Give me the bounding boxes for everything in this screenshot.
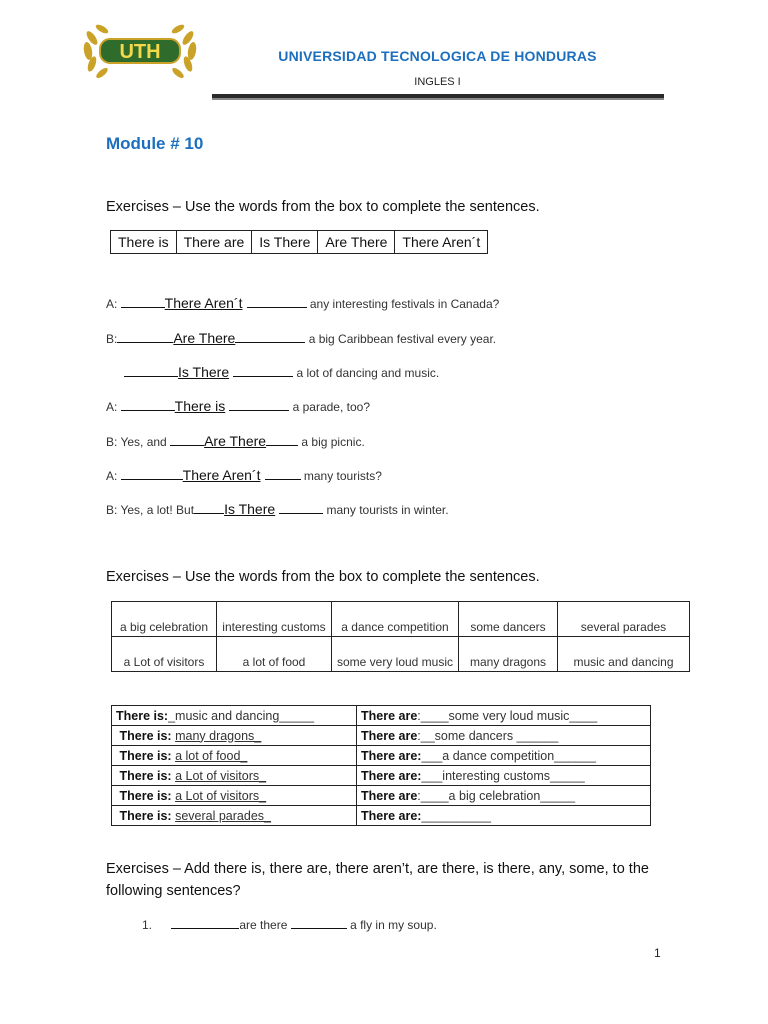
table-row: There is:_music and dancing_____ There are:____some very loud music____ <box>112 706 651 726</box>
exercise-line: Is There a lot of dancing and music. <box>124 364 439 380</box>
word-box-cell: a dance competition <box>332 602 459 637</box>
exercise-line: A: There Aren´t many tourists? <box>106 467 382 483</box>
word-box-cell: There Aren´t <box>395 231 488 254</box>
exercise-line: A: There is a parade, too? <box>106 398 370 414</box>
answer: Are There <box>204 433 267 449</box>
exercise-line: B: Yes, a lot! But Is There many tourists in winter. <box>106 501 449 517</box>
module-title: Module # 10 <box>106 134 204 153</box>
exercise-line: A: There Aren´t any interesting festivals in Canada? <box>106 295 500 311</box>
section2-heading: Exercises – Use the words from the box to complete the sentences. <box>106 569 540 585</box>
section3-heading: Exercises – Add there is, there are, there aren’t, are there, is there, any, some, to the following sentences? <box>106 861 649 899</box>
table-row: There is: several parades_ There are:__________ <box>112 806 651 826</box>
word-box-cell: many dragons <box>459 637 558 672</box>
exercise-line: B: Yes, and Are There a big picnic. <box>106 433 365 449</box>
word-box-cell: Is There <box>252 231 318 254</box>
word-box-cell: There are <box>176 231 252 254</box>
answer: are there <box>239 918 288 932</box>
header-rule <box>212 94 664 100</box>
word-box-cell: several parades <box>558 602 690 637</box>
word-box-cell: a big celebration <box>112 602 217 637</box>
table-row: There is: a Lot of visitors_ There are:___interesting customs_____ <box>112 766 651 786</box>
word-box-cell: interesting customs <box>217 602 332 637</box>
word-box-cell: some dancers <box>459 602 558 637</box>
list-item: 1. are there a fly in my soup. <box>142 918 437 932</box>
course-name: INGLES I <box>414 76 461 88</box>
table-row: There is: a Lot of visitors_ There are:____a big celebration_____ <box>112 786 651 806</box>
answer: There Aren´t <box>182 467 261 483</box>
word-box-2 <box>111 601 690 672</box>
page-number: 1 <box>654 946 661 960</box>
answer: Is There <box>224 501 276 517</box>
answer: There is <box>174 398 226 414</box>
word-box-cell: a Lot of visitors <box>112 637 217 672</box>
table-row: There is: many dragons_ There are:__some dancers ______ <box>112 726 651 746</box>
uth-logo <box>78 20 202 82</box>
word-box-cell: some very loud music <box>332 637 459 672</box>
section1-heading: Exercises – Use the words from the box to complete the sentences. <box>106 199 540 215</box>
table-row: There is: a lot of food_ There are:___a dance competition______ <box>112 746 651 766</box>
university-name: UNIVERSIDAD TECNOLOGICA DE HONDURAS <box>278 48 597 64</box>
answer: There Aren´t <box>164 295 243 311</box>
answer: Are There <box>173 330 236 346</box>
word-box-cell: a lot of food <box>217 637 332 672</box>
word-box-1 <box>110 230 488 254</box>
exercise-line: B: Are There a big Caribbean festival every year. <box>106 330 497 346</box>
word-box-cell: There is <box>111 231 177 254</box>
answer-table <box>111 705 651 826</box>
answer: Is There <box>178 364 230 380</box>
word-box-cell: music and dancing <box>558 637 690 672</box>
word-box-cell: Are There <box>318 231 395 254</box>
logo-text: UTH <box>119 41 161 63</box>
